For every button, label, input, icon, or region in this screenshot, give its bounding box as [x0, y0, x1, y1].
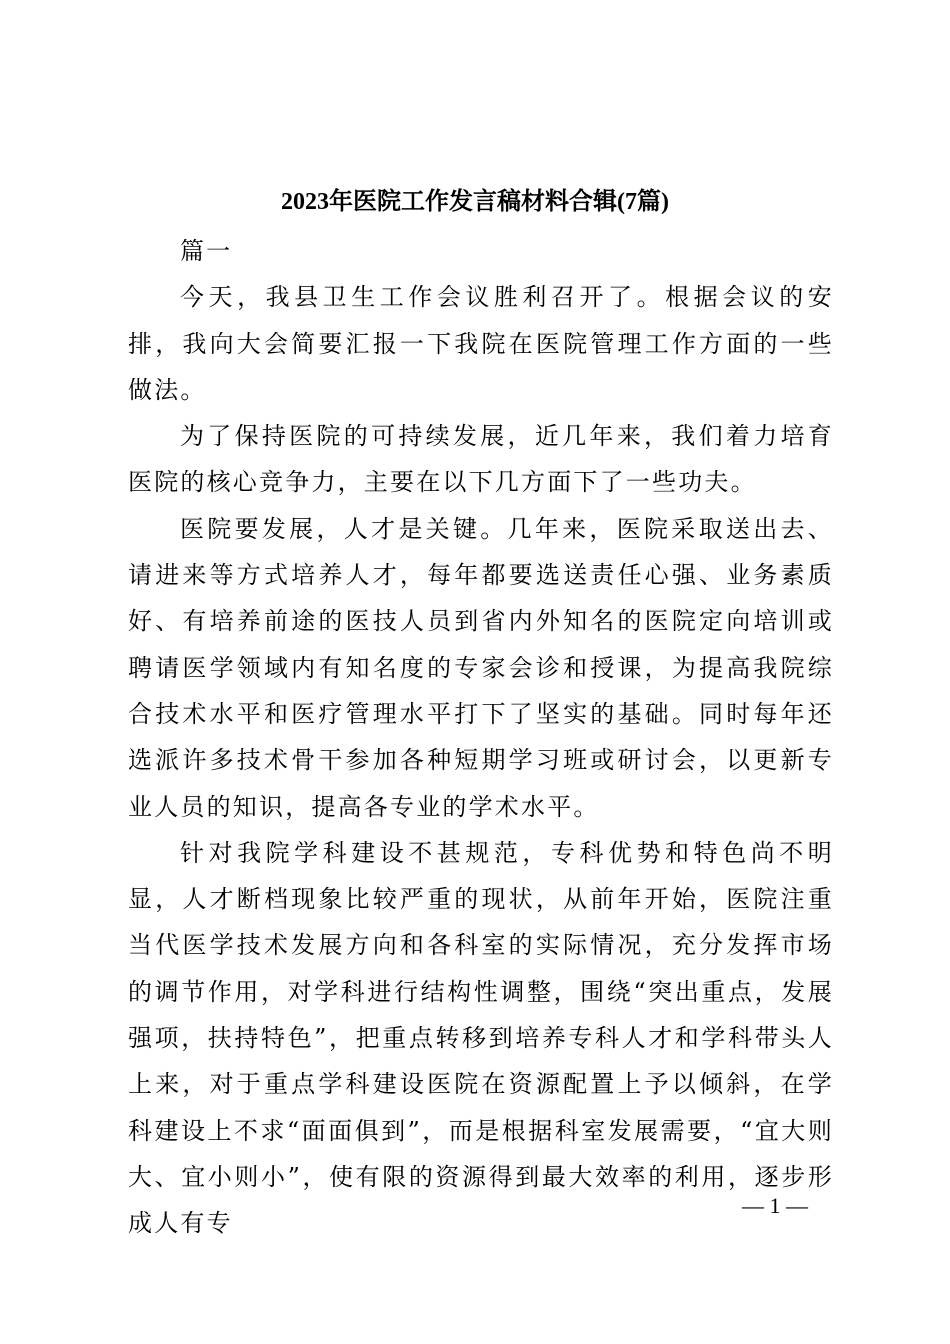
section-label: 篇一: [180, 237, 233, 265]
document-body: [128, 228, 834, 1247]
document-title: 2023年医院工作发言稿材料合辑(7篇): [281, 189, 669, 215]
paragraph-3: 医院要发展，人才是关键。几年来，医院采取送出去、请进来等方式培养人才，每年都要选送责任心强、业务素质好、有培养前途的医技人员到省内外知名的医院定向培训或聘请医学领域内有知名度的专家会诊和授课，为提高我院综合技术水平和医疗管理水平打下了坚实的基础。同时每年还选派许多技术骨干参加各种短期学习班或研讨会，以更新专业人员的知识，提高各专业的学术水平。: [128, 514, 834, 821]
paragraph-1: 今天，我县卫生工作会议胜利召开了。根据会议的安排，我向大会简要汇报一下我院在医院管理工作方面的一些做法。: [128, 283, 834, 404]
paragraph-4: 针对我院学科建设不甚规范，专科优势和特色尚不明显，人才断档现象比较严重的现状，从前年开始，医院注重当代医学技术发展方向和各科室的实际情况，充分发挥市场的调节作用，对学科进行结构性调整，围绕“突出重点，发展强项，扶持特色”，把重点转移到培养专科人才和学科带头人上来，对于重点学科建设医院在资源配置上予以倾斜，在学科建设上不求“面面俱到”，而是根据科室发展需要，“宜大则大、宜小则小”，使有限的资源得到最大效率的利用，逐步形成人有专: [128, 838, 834, 1238]
page-number: — 1 —: [742, 1193, 808, 1218]
paragraph-2: 为了保持医院的可持续发展，近几年来，我们着力培育医院的核心竞争力，主要在以下几方面下了一些功夫。: [128, 422, 834, 497]
